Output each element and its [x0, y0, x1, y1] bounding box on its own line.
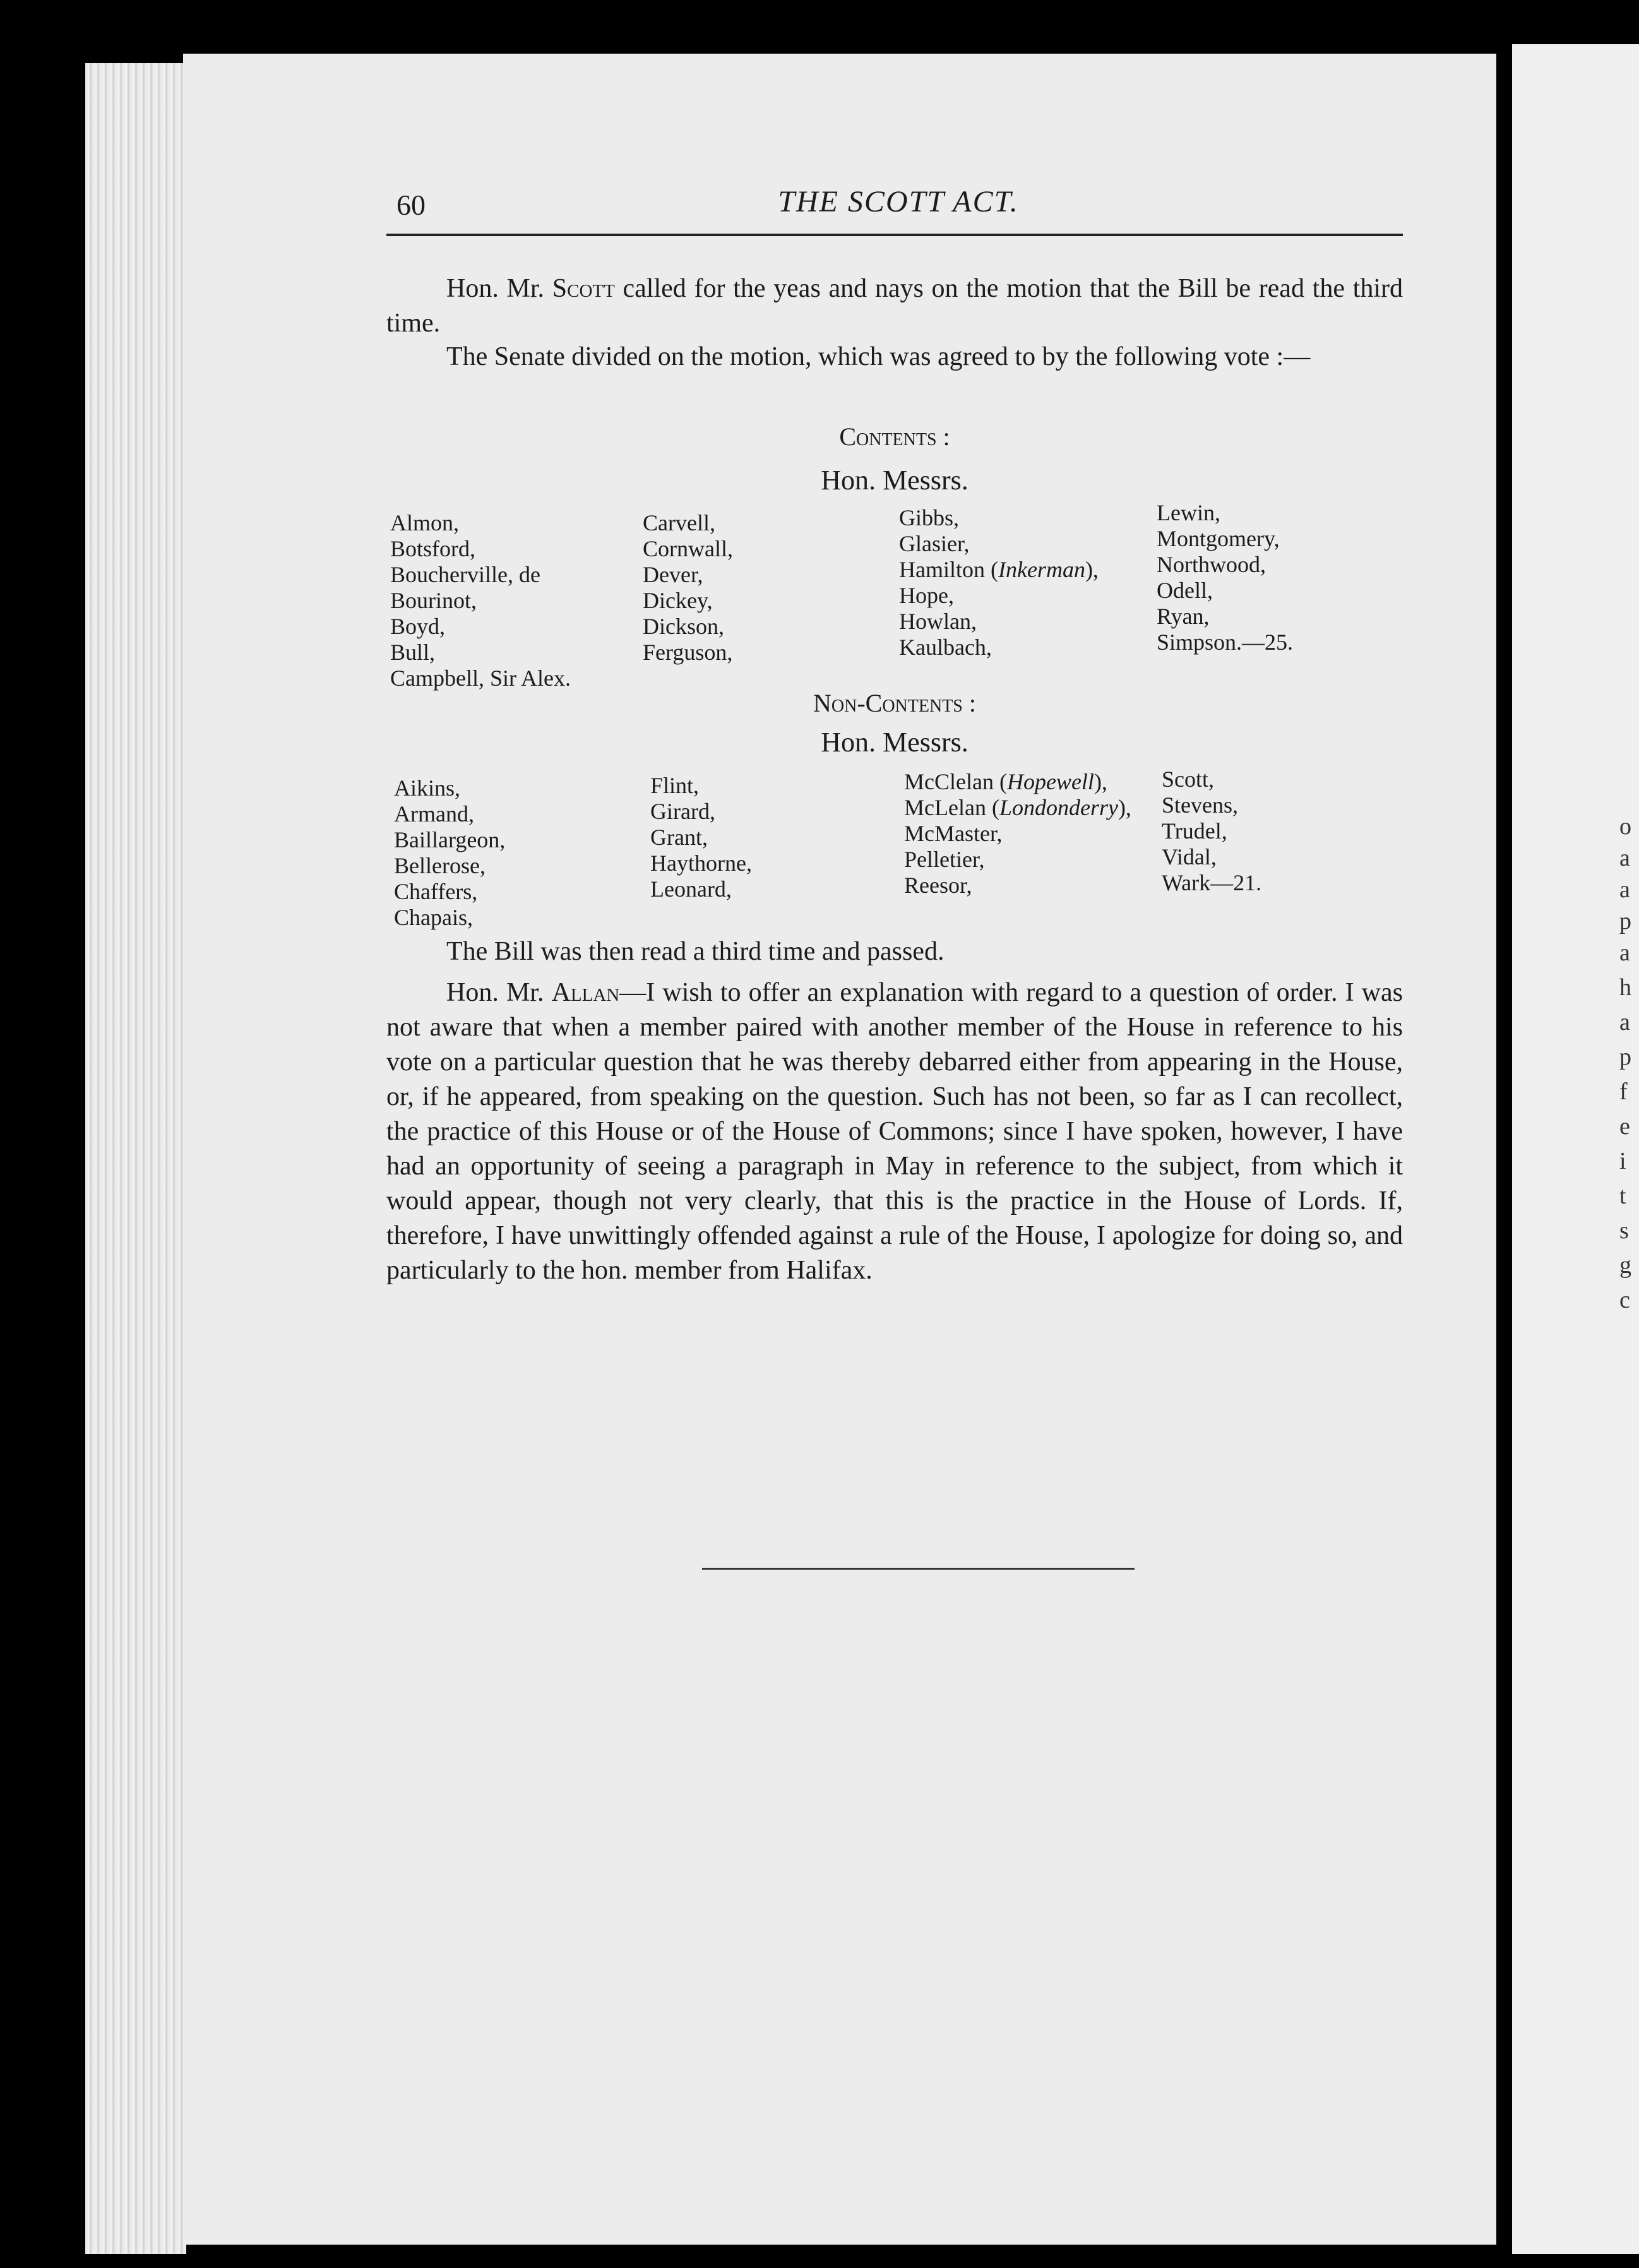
running-head: [396, 184, 1400, 222]
senator-name: Flint,: [650, 773, 700, 798]
senator-name: Montgomery,: [1157, 526, 1280, 551]
contents-column-2: [643, 510, 733, 665]
senator-name: Pelletier,: [904, 847, 985, 872]
senator-name: Grant,: [650, 825, 708, 850]
senator-name: Ferguson,: [643, 640, 733, 665]
senator-name: Bellerose,: [394, 853, 486, 878]
senator-name: Simpson.—25.: [1157, 630, 1294, 655]
senator-name: Boyd,: [390, 614, 446, 639]
closing-rule: [702, 1568, 1135, 1570]
senator-name: Boucherville, de: [390, 562, 540, 587]
senator-name: Howlan,: [899, 609, 977, 634]
senator-name: Vidal,: [1162, 844, 1217, 869]
senator-name: Hamilton (Inkerman),: [899, 557, 1099, 582]
senator-name: Odell,: [1157, 578, 1213, 603]
senator-name: Scott,: [1162, 767, 1215, 792]
facing-page-fragment: h: [1619, 974, 1631, 1001]
non-contents-column-2: [650, 773, 752, 902]
senator-name: Leonard,: [650, 876, 732, 902]
non-contents-subheading: Hon. Messrs.: [821, 727, 968, 758]
senator-name: Trudel,: [1162, 818, 1227, 844]
facing-page-fragment: p: [1619, 1044, 1631, 1070]
non-contents-column-1: [394, 775, 505, 931]
header-rule: [386, 234, 1403, 236]
senator-name: Lewin,: [1157, 500, 1220, 525]
senator-name: Almon,: [390, 510, 460, 535]
facing-page-fragment: e: [1619, 1113, 1630, 1140]
page-edges: [85, 63, 186, 2254]
senator-name: McLelan (Londonderry),: [904, 795, 1131, 820]
non-contents-column-4: [1162, 767, 1261, 896]
senator-name: Chaffers,: [394, 879, 478, 904]
facing-page-fragment: s: [1619, 1217, 1629, 1244]
senator-name: Chapais,: [394, 905, 473, 930]
senator-name: Stevens,: [1162, 792, 1238, 818]
facing-page-fragment: a: [1619, 876, 1630, 903]
senator-name: Girard,: [650, 799, 715, 824]
senator-name: Hope,: [899, 583, 954, 608]
passage-line: The Bill was then read a third time and passed.: [446, 937, 945, 966]
contents-heading: Contents :: [839, 422, 950, 451]
running-title: THE SCOTT ACT.: [778, 185, 1019, 218]
non-contents-heading: Non-Contents :: [813, 689, 976, 717]
allan-paragraph: Hon. Mr. Allan—I wish to offer an explanation with regard to a question of order. I was not aware that when a member paired with another member of the House in reference to his vote on a particular question that he was thereby debarred either from appearing in the House, or, if he appeared, from speaking on the question. Such has not been, so far as I can recollect, the practice of this House or of the House of Commons; since I have spoken, however, I have had an opportunity of seeing a paragraph in May in reference to the subject, from which it would appear, though not very clearly, that this is the practice in the House of Lords. If, therefore, I have unwittingly offended against a rule of the House, I apologize for doing so, and particularly to the hon. member from Halifax.: [386, 978, 1403, 1285]
non-contents-column-3: [904, 769, 1131, 898]
senator-name: Bull,: [390, 640, 436, 665]
intro-paragraph-1: Hon. Mr. Scott called for the yeas and nays on the motion that the Bill be read the third time.: [386, 274, 1403, 338]
contents-subheading: Hon. Messrs.: [821, 465, 968, 496]
senator-name: Aikins,: [394, 775, 461, 801]
senator-name: Dever,: [643, 562, 703, 587]
facing-page-fragment: a: [1619, 1009, 1630, 1036]
senator-name: Wark—21.: [1162, 870, 1262, 895]
senator-name: Baillargeon,: [394, 827, 506, 852]
senator-name: Carvell,: [643, 510, 715, 535]
facing-page-fragment: o: [1619, 813, 1631, 840]
senator-name: McMaster,: [904, 821, 1003, 846]
intro-paragraph-2: The Senate divided on the motion, which was agreed to by the following vote :—: [446, 342, 1311, 371]
senator-name: Cornwall,: [643, 536, 733, 561]
senator-name: Dickey,: [643, 588, 713, 613]
facing-page-fragment: i: [1619, 1148, 1626, 1174]
facing-page-fragment: f: [1619, 1078, 1628, 1105]
contents-column-1: [390, 510, 571, 691]
senator-name: Northwood,: [1157, 552, 1266, 577]
senator-name: Haythorne,: [650, 850, 752, 876]
senator-name: Armand,: [394, 801, 474, 827]
contents-column-3: [899, 505, 1099, 660]
facing-page-fragment: t: [1619, 1183, 1626, 1209]
senator-name: Campbell, Sir Alex.: [390, 665, 571, 691]
senator-name: Bourinot,: [390, 588, 477, 613]
senator-name: Ryan,: [1157, 604, 1210, 629]
senator-name: Glasier,: [899, 531, 970, 556]
senator-name: Gibbs,: [899, 505, 960, 530]
facing-page-fragment: g: [1619, 1252, 1631, 1279]
facing-page-fragment: p: [1619, 908, 1631, 934]
senator-name: Kaulbach,: [899, 635, 992, 660]
facing-page-fragment: c: [1619, 1287, 1630, 1313]
senator-name: Dickson,: [643, 614, 724, 639]
contents-column-4: [1157, 500, 1293, 655]
facing-page-edge: [1512, 44, 1639, 2254]
senator-name: McClelan (Hopewell),: [904, 769, 1107, 794]
facing-page-fragment: a: [1619, 845, 1630, 871]
senator-name: Botsford,: [390, 536, 475, 561]
page-number: 60: [396, 189, 426, 221]
facing-page-fragment: a: [1619, 940, 1630, 966]
senator-name: Reesor,: [904, 873, 972, 898]
